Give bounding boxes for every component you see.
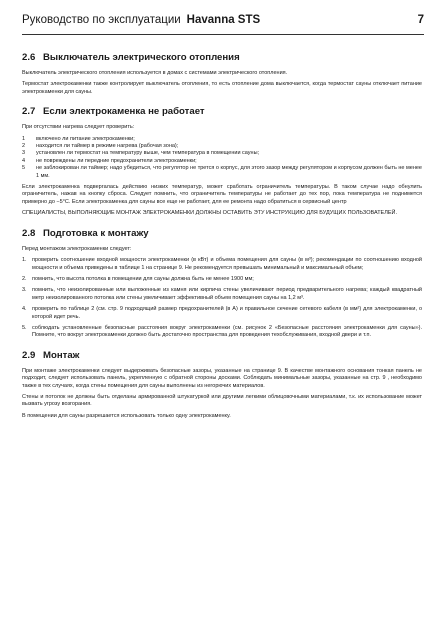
page-content	[22, 52, 422, 430]
section-number: 2.9	[22, 349, 36, 361]
list-text: включено ли питание электрокаменки;	[36, 135, 135, 142]
list-number: 2	[22, 143, 26, 150]
list-text: проверить по таблице 2 (см. стр. 9 подходящий размер предохранителей (в А) и правильное сечение сетевого кабеля (в мм²) для электрокаменки, о которой идет речь.	[32, 306, 422, 320]
paragraph: В помещении для сауны разрешается использовать только одну электрокаменку.	[22, 412, 231, 419]
list-text: не повреждены ли передние предохранители электрокаменки;	[36, 157, 197, 164]
section-title: Подготовка к монтажу	[43, 227, 149, 239]
list-number: 3	[22, 150, 26, 157]
section-2-8	[22, 228, 422, 340]
section-title: Если электрокаменка не работает	[43, 106, 205, 118]
section-2-6	[22, 52, 422, 96]
page-number: 7	[417, 14, 424, 26]
list-number: 3.	[22, 287, 27, 294]
list-item	[22, 165, 422, 180]
section-number: 2.7	[22, 106, 36, 118]
list-text: находится ли таймер в режиме нагрева (рабочая зона);	[36, 143, 179, 150]
section-heading	[22, 350, 422, 362]
list-number: 2.	[22, 275, 27, 282]
manual-title-text: Руководство по эксплуатации	[22, 14, 181, 26]
list-item	[22, 276, 422, 283]
section-heading	[22, 52, 422, 64]
list-number: 5.	[22, 324, 27, 331]
paragraph: Стены и потолок не должны быть отделаны армированной штукатуркой или другими легкими облицовочными материалами, т.к. их использование может вызвать угрозу возгорания.	[22, 393, 422, 408]
page-header	[22, 14, 424, 32]
paragraph: Перед монтажом электрокаменки следует:	[22, 245, 132, 252]
manual-title	[22, 14, 260, 26]
list-item	[22, 136, 422, 143]
caps-notice: СПЕЦИАЛИСТЫ, ВЫПОЛНЯЮЩИЕ МОНТАЖ ЭЛЕКТРОКАМЕНКИ ДОЛЖНЫ ОСТАВИТЬ ЭТУ ИНСТРУКЦИЮ ДЛЯ БУДУЩИХ ПОЛЬЗОВАТЕЛЕЙ.	[22, 210, 397, 217]
list-text: установлен ли термостат на температуру выше, чем температура в помещении сауны;	[36, 150, 260, 157]
list-item	[22, 150, 422, 157]
section-title: Выключатель электрического отопления	[43, 52, 240, 63]
paragraph: При отсутствии нагрева следует проверить:	[22, 124, 135, 131]
section-number: 2.6	[22, 52, 36, 63]
header-divider	[22, 34, 424, 35]
list-item	[22, 143, 422, 150]
list-number: 1.	[22, 257, 27, 264]
list-text: соблюдать установленные безопасные расстояния вокруг электрокаменки (см. рисунок 2 «Безопасные расстояния электрокаменки для сауны»). Помните, что вокруг электрокаменки должно быть достаточно пространства для проведения техобслуживания, входной двери и т.п.	[32, 324, 422, 339]
paragraph: При монтаже электрокаменки следует выдерживать безопасные зазоры, указанные на странице 9. В качестве монтажного основания тонкая панель не подходит, следует использовать панель, укрепленную с обратной стороны досками. Соблюдать минимальные зазоры, указанные на стр. 9 , необходимо также в тех случаях, когда стены помещения для сауны выполнены из негорючих материалов.	[22, 367, 422, 389]
section-2-9	[22, 350, 422, 420]
list-text: проверить соотношение входной мощности электрокаменки (в кВт) и объема помещения для сауны (в м³); рекомендации по соотношению входной мощности и объема приведены в таблице 1 на странице 9. Не рекомендуется превышать минимальный и максимальный объем;	[32, 257, 422, 271]
list-item	[22, 306, 422, 321]
paragraph: Выключатель электрического отопления используется в домах с системами электрического отопления.	[22, 70, 288, 76]
section-heading	[22, 106, 422, 118]
product-name: Havanna STS	[186, 14, 261, 26]
list-number: 1	[22, 135, 26, 142]
steps-list	[22, 257, 422, 340]
paragraph: Термостат электрокаменки также контролирует выключатель отопления, то есть отопление дома выключается, когда термостат сауны отключает питание электрокаменки для сауны.	[22, 81, 422, 95]
list-item	[22, 325, 422, 340]
section-title: Монтаж	[43, 349, 80, 361]
list-number: 4	[22, 157, 26, 164]
section-heading	[22, 228, 422, 240]
list-text: помнить, что высота потолка в помещении для сауны должна быть не менее 1900 мм;	[32, 275, 254, 282]
section-number: 2.8	[22, 227, 36, 239]
list-text: помнить, что неизолированные или выложенные из камня или кирпича стены увеличивают период предварительного нагрева; каждый квадратный метр неизолированного потолка или стены увеличивает эффективный объем помещения сауны на 1,2 м³.	[32, 287, 422, 301]
check-list	[22, 136, 422, 180]
list-text: не заблокирован ли таймер; надо убедиться, что регулятор не трется о корпус, для этого зазор между регулятором и корпусом должен быть не менее 1 мм.	[36, 165, 422, 179]
section-2-7	[22, 106, 422, 217]
paragraph: Если электрокаменка подвергалась действию низких температур, может сработать ограничитель температуры. В таком случае надо обнулить ограничитель, нажав на кнопку сброса. Следует помнить, что ограничитель температуры не работает до тех пор, пока температура не поднимется примерно до −5°С. Если электрокаменка для сауны все еще не работает, для ее ремонта надо обратиться в сервисный центр	[22, 184, 422, 205]
list-number: 5	[22, 165, 26, 172]
list-number: 4.	[22, 306, 27, 313]
list-item	[22, 287, 422, 302]
list-item	[22, 257, 422, 272]
